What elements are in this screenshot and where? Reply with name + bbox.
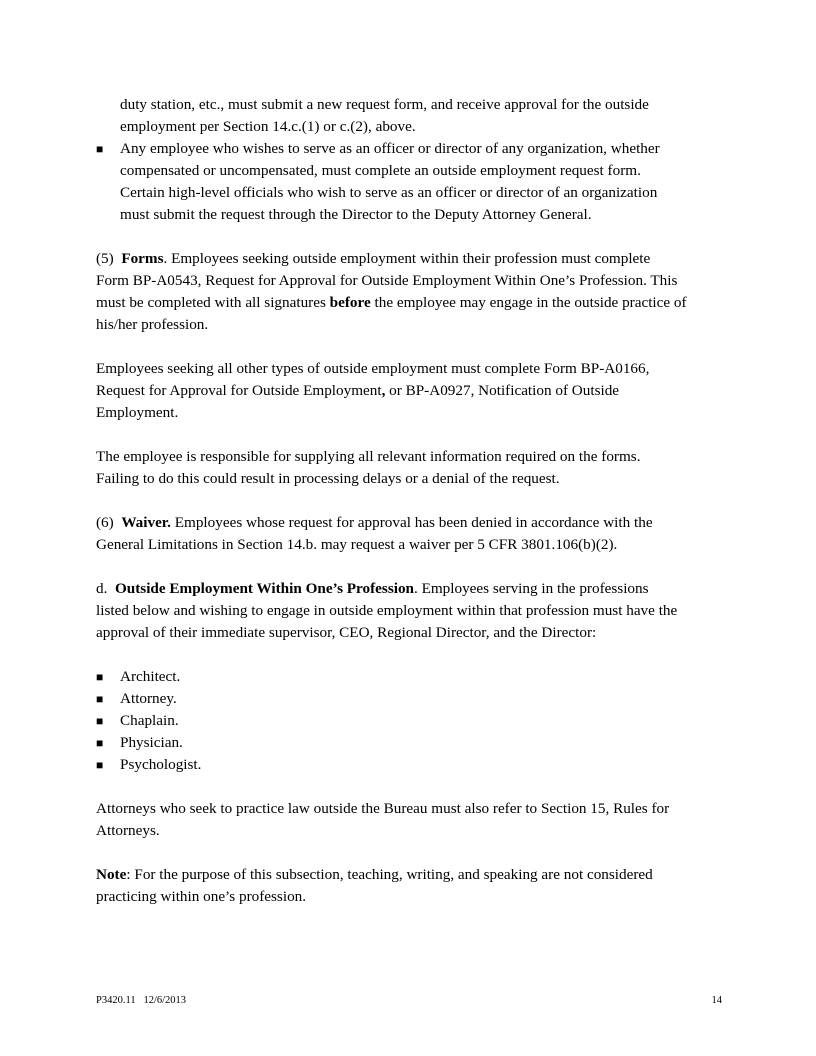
- forms-heading: Forms: [121, 250, 164, 267]
- bullet-square-icon: ■: [96, 692, 104, 706]
- document-body: [96, 94, 722, 908]
- bullet-square-icon: ■: [96, 670, 104, 684]
- text-line: compensated or uncompensated, must complete an outside employment request form.: [120, 162, 641, 179]
- section-d-heading: Outside Employment Within One’s Profession: [114, 580, 414, 597]
- text-line: Employment.: [96, 404, 179, 421]
- professions-list: [96, 666, 722, 776]
- text-line: Failing to do this could result in processing delays or a denial of the request.: [96, 470, 560, 487]
- text-line: (5) Forms. Employees seeking outside employment within their profession must complete: [96, 250, 651, 267]
- page-number: 14: [711, 995, 722, 1006]
- list-item: ■ Architect.: [96, 666, 722, 688]
- forms-paragraph: [96, 248, 722, 336]
- note-paragraph: [96, 864, 722, 908]
- text-line: approval of their immediate supervisor, CEO, Regional Director, and the Director:: [96, 624, 597, 641]
- text-line: listed below and wishing to engage in outside employment within that profession must have the: [96, 602, 678, 619]
- other-forms-paragraph: [96, 358, 722, 424]
- text-line: The employee is responsible for supplying all relevant information required on the forms.: [96, 448, 641, 465]
- list-item: ■ Attorney.: [96, 688, 722, 710]
- bullet-square-icon: ■: [96, 142, 104, 156]
- text-line: duty station, etc., must submit a new request form, and receive approval for the outside: [120, 96, 649, 113]
- bullet-square-icon: ■: [96, 736, 104, 750]
- text-line: General Limitations in Section 14.b. may request a waiver per 5 CFR 3801.106(b)(2).: [96, 536, 618, 553]
- list-item: ■ Physician.: [96, 732, 722, 754]
- text-line: must be completed with all signatures before the employee may engage in the outside practice of: [96, 294, 687, 311]
- bullet-square-icon: ■: [96, 758, 104, 772]
- list-item: ■ Chaplain.: [96, 710, 722, 732]
- text-line: must submit the request through the Director to the Deputy Attorney General.: [120, 206, 592, 223]
- section-d-paragraph: [96, 578, 722, 644]
- waiver-paragraph: [96, 512, 722, 556]
- text-line: Form BP-A0543, Request for Approval for Outside Employment Within One’s Profession. This: [96, 272, 678, 289]
- continuation-text: [96, 94, 722, 138]
- attorneys-paragraph: [96, 798, 722, 842]
- note-label: Note: [96, 866, 127, 883]
- waiver-heading: Waiver.: [121, 514, 171, 531]
- text-line: Attorneys.: [96, 822, 160, 839]
- text-line: practicing within one’s profession.: [96, 888, 307, 905]
- text-line: his/her profession.: [96, 316, 209, 333]
- bullet-square-icon: ■: [96, 714, 104, 728]
- text-line: Note: For the purpose of this subsection, teaching, writing, and speaking are not considered: [96, 866, 653, 883]
- responsibility-paragraph: [96, 446, 722, 490]
- text-line: Employees seeking all other types of outside employment must complete Form BP-A0166,: [96, 360, 650, 377]
- text-line: Any employee who wishes to serve as an officer or director of any organization, whether: [120, 140, 660, 157]
- list-item: ■ Psychologist.: [96, 754, 722, 776]
- text-line: employment per Section 14.c.(1) or c.(2), above.: [120, 118, 416, 135]
- text-line: d. Outside Employment Within One’s Profession. Employees serving in the professions: [96, 580, 649, 597]
- document-id-date: P3420.11 12/6/2013: [96, 995, 187, 1006]
- bullet-officer-director: [96, 138, 722, 226]
- text-line: Attorneys who seek to practice law outside the Bureau must also refer to Section 15, Rules for: [96, 800, 670, 817]
- text-line: Request for Approval for Outside Employment, or BP-A0927, Notification of Outside: [96, 382, 620, 399]
- text-line: (6) Waiver. Employees whose request for approval has been denied in accordance with the: [96, 514, 653, 531]
- text-line: Certain high-level officials who wish to serve as an officer or director of an organization: [120, 184, 658, 201]
